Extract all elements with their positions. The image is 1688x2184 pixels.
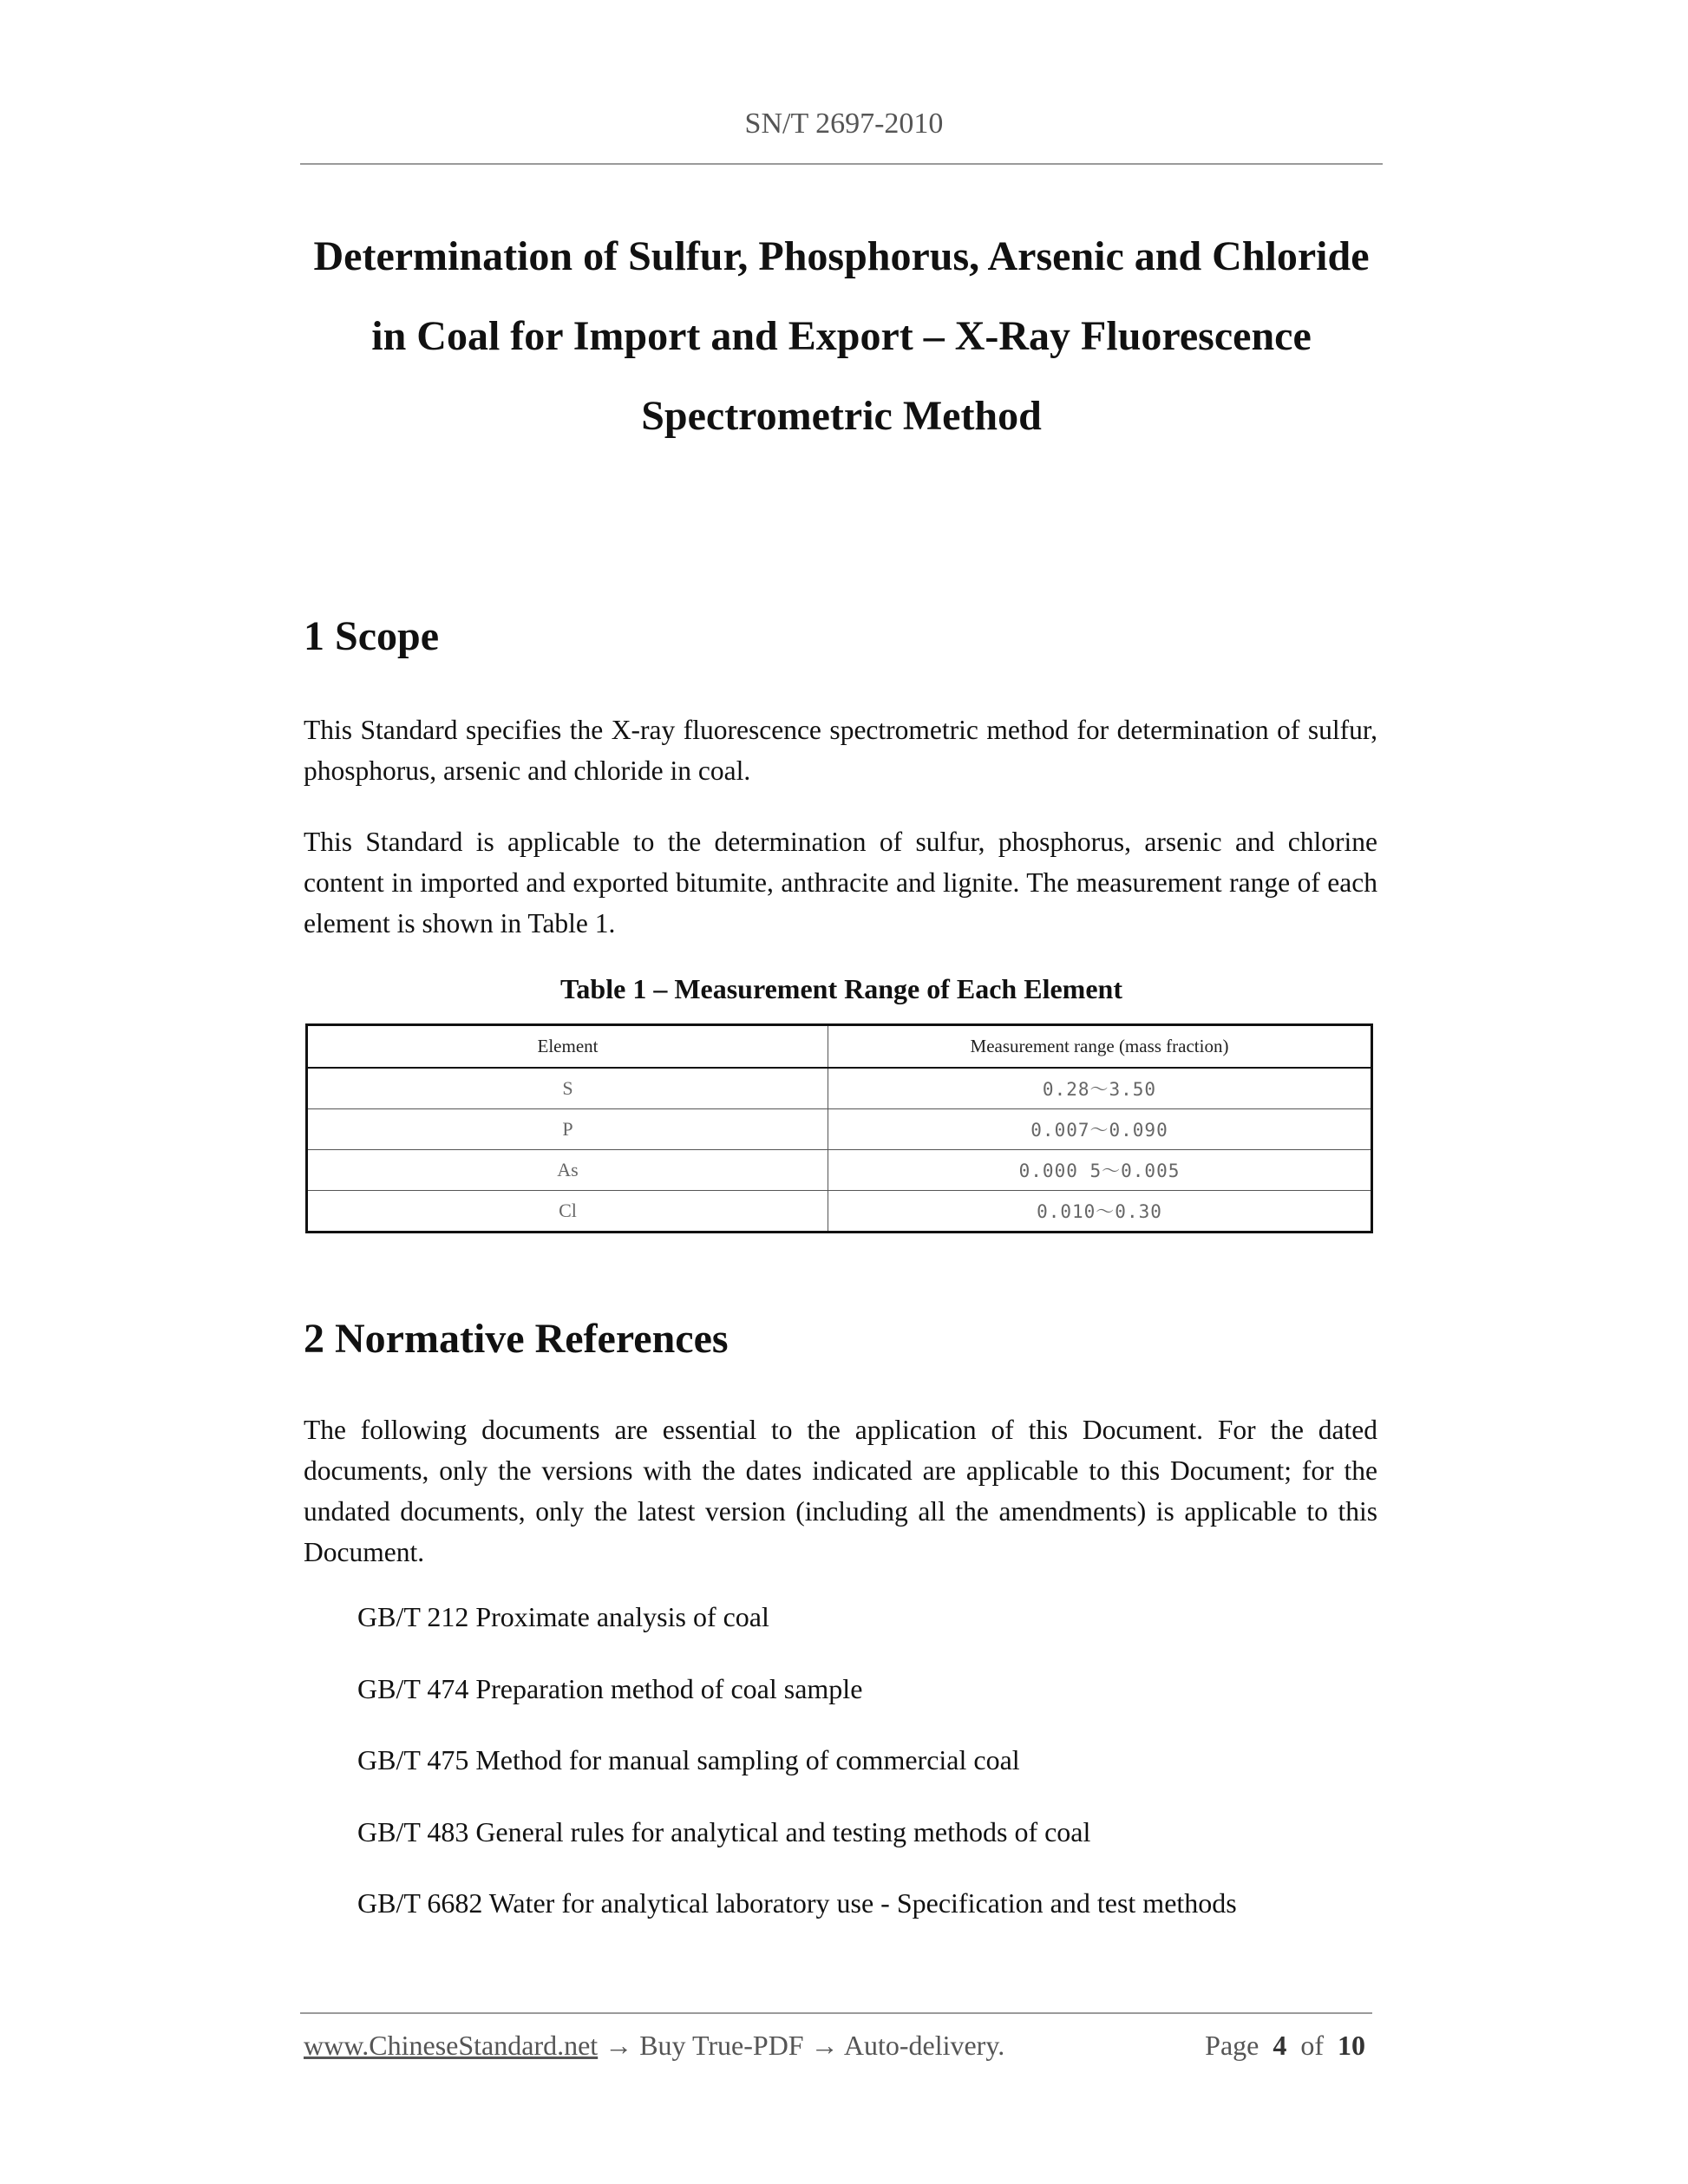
page-number [1205, 2030, 1365, 2062]
cell-range: 0.000 5～0.005 [828, 1150, 1372, 1191]
table-row [307, 1191, 1372, 1233]
scope-paragraph-1: This Standard specifies the X-ray fluorescence spectrometric method for determination of sulfur, phosphorus, arsenic and chloride in coal. [304, 715, 1377, 786]
cell-element: P [307, 1109, 828, 1150]
cell-element: S [307, 1068, 828, 1109]
title-line-2: in Coal for Import and Export – X-Ray Fluorescence [371, 313, 1312, 359]
footer-divider [300, 2012, 1372, 2014]
page-total: 10 [1338, 2030, 1365, 2061]
page-of-label: of [1300, 2030, 1324, 2061]
cell-range: 0.010～0.30 [828, 1191, 1372, 1233]
title-line-1: Determination of Sulfur, Phosphorus, Arsenic and Chloride [313, 233, 1370, 279]
table-row [307, 1150, 1372, 1191]
section-heading-normative-references: 2 Normative References [304, 1316, 729, 1362]
header-standard-code: SN/T 2697-2010 [744, 108, 944, 140]
cell-element: As [307, 1150, 828, 1191]
measurement-range-table [305, 1023, 1373, 1233]
column-header-element: Element [307, 1025, 828, 1069]
page-label: Page [1205, 2030, 1259, 2061]
list-item: GB/T 475 Method for manual sampling of commercial coal [357, 1744, 1020, 1775]
table-header-row [307, 1025, 1372, 1069]
scope-paragraph-2: This Standard is applicable to the determination of sulfur, phosphorus, arsenic and chlorine content in imported and exported bitumite, anthracite and lignite. The measurement range of each element is shown in Table 1. [304, 827, 1377, 938]
list-item: GB/T 474 Preparation method of coal sample [357, 1672, 863, 1704]
section-heading-scope: 1 Scope [304, 613, 439, 659]
table-row [307, 1068, 1372, 1109]
table-caption: Table 1 – Measurement Range of Each Element [560, 973, 1122, 1004]
column-header-range: Measurement range (mass fraction) [828, 1025, 1372, 1069]
title-line-3: Spectrometric Method [641, 393, 1042, 439]
document-title [300, 217, 1383, 456]
list-item: GB/T 212 Proximate analysis of coal [357, 1601, 769, 1632]
footer-tagline: → Buy True-PDF → Auto-delivery. [598, 2030, 1005, 2061]
cell-range: 0.28～3.50 [828, 1068, 1372, 1109]
table-row [307, 1109, 1372, 1150]
cell-range: 0.007～0.090 [828, 1109, 1372, 1150]
list-item: GB/T 6682 Water for analytical laboratory use - Specification and test methods [357, 1887, 1237, 1919]
header-divider [300, 163, 1383, 165]
list-item: GB/T 483 General rules for analytical and testing methods of coal [357, 1815, 1091, 1847]
measurement-range-table-wrapper [305, 1023, 1371, 1233]
references-intro-paragraph: The following documents are essential to the application of this Document. For the dated documents, only the versions with the dates indicated are applicable to this Document; for the undated documents, only the latest version (including all the amendments) is applicable to this Document. [304, 1415, 1377, 1567]
page-current: 4 [1273, 2030, 1287, 2061]
reference-list [357, 1598, 1237, 1956]
cell-element: Cl [307, 1191, 828, 1233]
footer-promo [304, 2030, 1004, 2062]
footer-website-link[interactable]: www.ChineseStandard.net [304, 2030, 599, 2061]
